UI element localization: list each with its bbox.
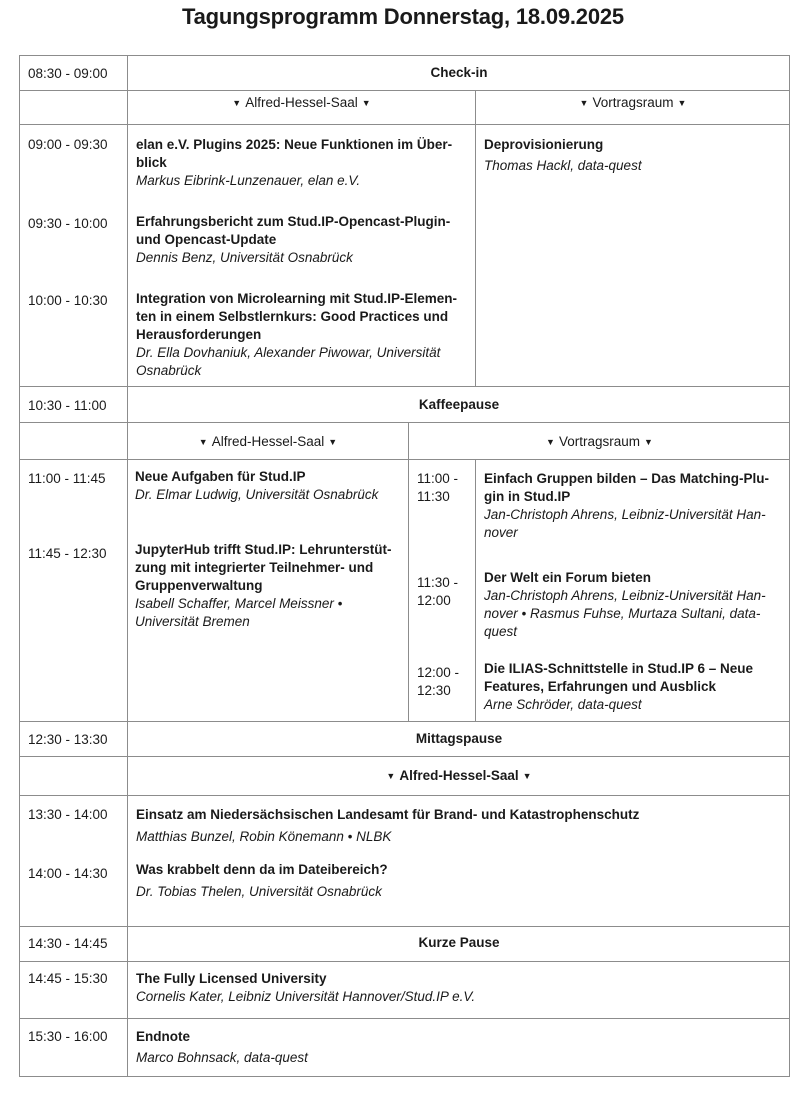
room-header-left: ▼ Alfred-Hessel-Saal ▼ bbox=[232, 95, 371, 110]
row-divider bbox=[19, 422, 790, 423]
talk-speaker: Cornelis Kater, Leibniz Universität Hannover/Stud.IP e.V. bbox=[136, 989, 476, 1004]
talk-title: Was krabbelt denn da im Dateibereich? bbox=[136, 862, 388, 877]
time-slot: 11:00 - 11:45 bbox=[28, 471, 106, 486]
time-slot: 11:30 - 12:00 bbox=[417, 575, 459, 608]
time-checkin: 08:30 - 09:00 bbox=[28, 66, 108, 81]
room-header-single: ▼ Alfred-Hessel-Saal ▼ bbox=[386, 768, 532, 783]
talk-speaker: Dennis Benz, Universität Osnabrück bbox=[136, 250, 353, 265]
row-divider bbox=[19, 756, 790, 757]
time-slot: 11:45 - 12:30 bbox=[28, 546, 107, 561]
triangle-down-icon: ▼ bbox=[386, 771, 396, 781]
talk-title: Einfach Gruppen bilden – Das Matching-Plugin in Stud.IP bbox=[484, 471, 770, 504]
talk bbox=[136, 290, 471, 380]
talk-title: Der Welt ein Forum bieten bbox=[484, 570, 652, 585]
triangle-down-icon: ▼ bbox=[546, 437, 555, 447]
row-divider bbox=[19, 386, 790, 387]
talk-speaker: Arne Schröder, data-quest bbox=[484, 697, 642, 712]
talk bbox=[484, 470, 784, 542]
coffee-label: Kaffeepause bbox=[418, 397, 500, 412]
row-divider bbox=[19, 1018, 790, 1019]
talk bbox=[135, 541, 403, 631]
room-header-left: ▼ Alfred-Hessel-Saal ▼ bbox=[198, 434, 338, 449]
talk-title: JupyterHub trifft Stud.IP: Lehrunterstützung mit integrierter Teilnehmer- und Gruppenverwaltung bbox=[135, 542, 392, 593]
triangle-down-icon: ▼ bbox=[644, 437, 653, 447]
talk-speaker: Dr. Elmar Ludwig, Universität Osnabrück bbox=[135, 487, 379, 502]
room-header-right: ▼ Vortragsraum ▼ bbox=[579, 95, 687, 110]
row-divider bbox=[19, 90, 790, 91]
triangle-down-icon: ▼ bbox=[522, 771, 532, 781]
time-slot: 11:00 - 11:30 bbox=[417, 471, 459, 504]
row-divider bbox=[19, 459, 790, 460]
room-divider bbox=[408, 422, 409, 721]
talk bbox=[136, 861, 776, 901]
time-slot: 14:45 - 15:30 bbox=[28, 971, 108, 986]
talk bbox=[136, 136, 468, 190]
lunch-label: Mittagspause bbox=[415, 731, 503, 746]
talk-speaker: Jan-Christoph Ahrens, Leibniz-Universität Hannover • Rasmus Fuhse, Murtaza Sultani, data-quest bbox=[484, 588, 766, 639]
talk-speaker: Matthias Bunzel, Robin Könemann • NLBK bbox=[136, 829, 392, 844]
talk bbox=[484, 660, 784, 714]
talk-speaker: Isabell Schaffer, Marcel Meissner • Universität Bremen bbox=[135, 596, 343, 629]
talk-speaker: Thomas Hackl, data-quest bbox=[484, 158, 642, 173]
triangle-down-icon: ▼ bbox=[579, 98, 589, 108]
talk-title: Die ILIAS-Schnittstelle in Stud.IP 6 – Neue Features, Erfahrungen und Ausblick bbox=[484, 661, 754, 694]
time-column-divider bbox=[127, 55, 128, 1077]
time-slot: 09:00 - 09:30 bbox=[28, 137, 108, 152]
row-divider bbox=[19, 961, 790, 962]
room-header-right: ▼ Vortragsraum ▼ bbox=[546, 434, 653, 449]
room-divider bbox=[475, 90, 476, 386]
talk-title: elan e.V. Plugins 2025: Neue Funktionen im Überblick bbox=[136, 137, 453, 170]
row-divider bbox=[19, 795, 790, 796]
talk-speaker: Dr. Ella Dovhaniuk, Alexander Piwowar, Universität Osnabrück bbox=[136, 345, 441, 378]
talk-speaker: Marco Bohnsack, data-quest bbox=[136, 1050, 308, 1065]
checkin-label: Check-in bbox=[430, 65, 488, 80]
row-divider bbox=[19, 721, 790, 722]
row-divider bbox=[19, 124, 790, 125]
talk bbox=[136, 806, 776, 846]
talk bbox=[135, 468, 403, 504]
short-break-label: Kurze Pause bbox=[418, 935, 500, 950]
time-slot: 13:30 - 14:00 bbox=[28, 807, 108, 822]
time-slot: 15:30 - 16:00 bbox=[28, 1029, 108, 1044]
talk-speaker: Markus Eibrink-Lunzenauer, elan e.V. bbox=[136, 173, 361, 188]
talk-title: The Fully Licensed University bbox=[136, 971, 327, 986]
talk bbox=[136, 213, 468, 267]
triangle-down-icon: ▼ bbox=[361, 98, 371, 108]
time-lunch: 12:30 - 13:30 bbox=[28, 732, 108, 747]
talk-title: Einsatz am Niedersächsischen Landesamt für Brand- und Katastrophenschutz bbox=[136, 807, 640, 822]
triangle-down-icon: ▼ bbox=[328, 437, 338, 447]
talk bbox=[484, 136, 784, 175]
talk bbox=[484, 569, 784, 641]
triangle-down-icon: ▼ bbox=[677, 98, 687, 108]
triangle-down-icon: ▼ bbox=[198, 437, 208, 447]
time-slot: 10:00 - 10:30 bbox=[28, 293, 108, 308]
time-short-break: 14:30 - 14:45 bbox=[28, 936, 108, 951]
talk-speaker: Jan-Christoph Ahrens, Leibniz-Universität Hannover bbox=[484, 507, 766, 540]
talk bbox=[136, 970, 776, 1006]
talk-title: Erfahrungsbericht zum Stud.IP-Opencast-Plugin- und Opencast-Update bbox=[136, 214, 451, 247]
talk-title: Deprovisionierung bbox=[484, 137, 604, 152]
talk-title: Integration von Microlearning mit Stud.IP-Elementen in einem Selbstlernkurs: Good Practices und Herausforderungen bbox=[136, 291, 458, 342]
time-coffee: 10:30 - 11:00 bbox=[28, 398, 107, 413]
triangle-down-icon: ▼ bbox=[232, 98, 242, 108]
page-title: Tagungsprogramm Donnerstag, 18.09.2025 bbox=[182, 4, 624, 29]
subtime-divider bbox=[475, 459, 476, 721]
row-divider bbox=[19, 926, 790, 927]
time-slot: 14:00 - 14:30 bbox=[28, 866, 108, 881]
time-slot: 09:30 - 10:00 bbox=[28, 216, 108, 231]
talk-title: Neue Aufgaben für Stud.IP bbox=[135, 469, 306, 484]
time-slot: 12:00 - 12:30 bbox=[417, 665, 460, 698]
talk-title: Endnote bbox=[136, 1029, 190, 1044]
talk-speaker: Dr. Tobias Thelen, Universität Osnabrück bbox=[136, 884, 382, 899]
talk bbox=[136, 1028, 776, 1067]
